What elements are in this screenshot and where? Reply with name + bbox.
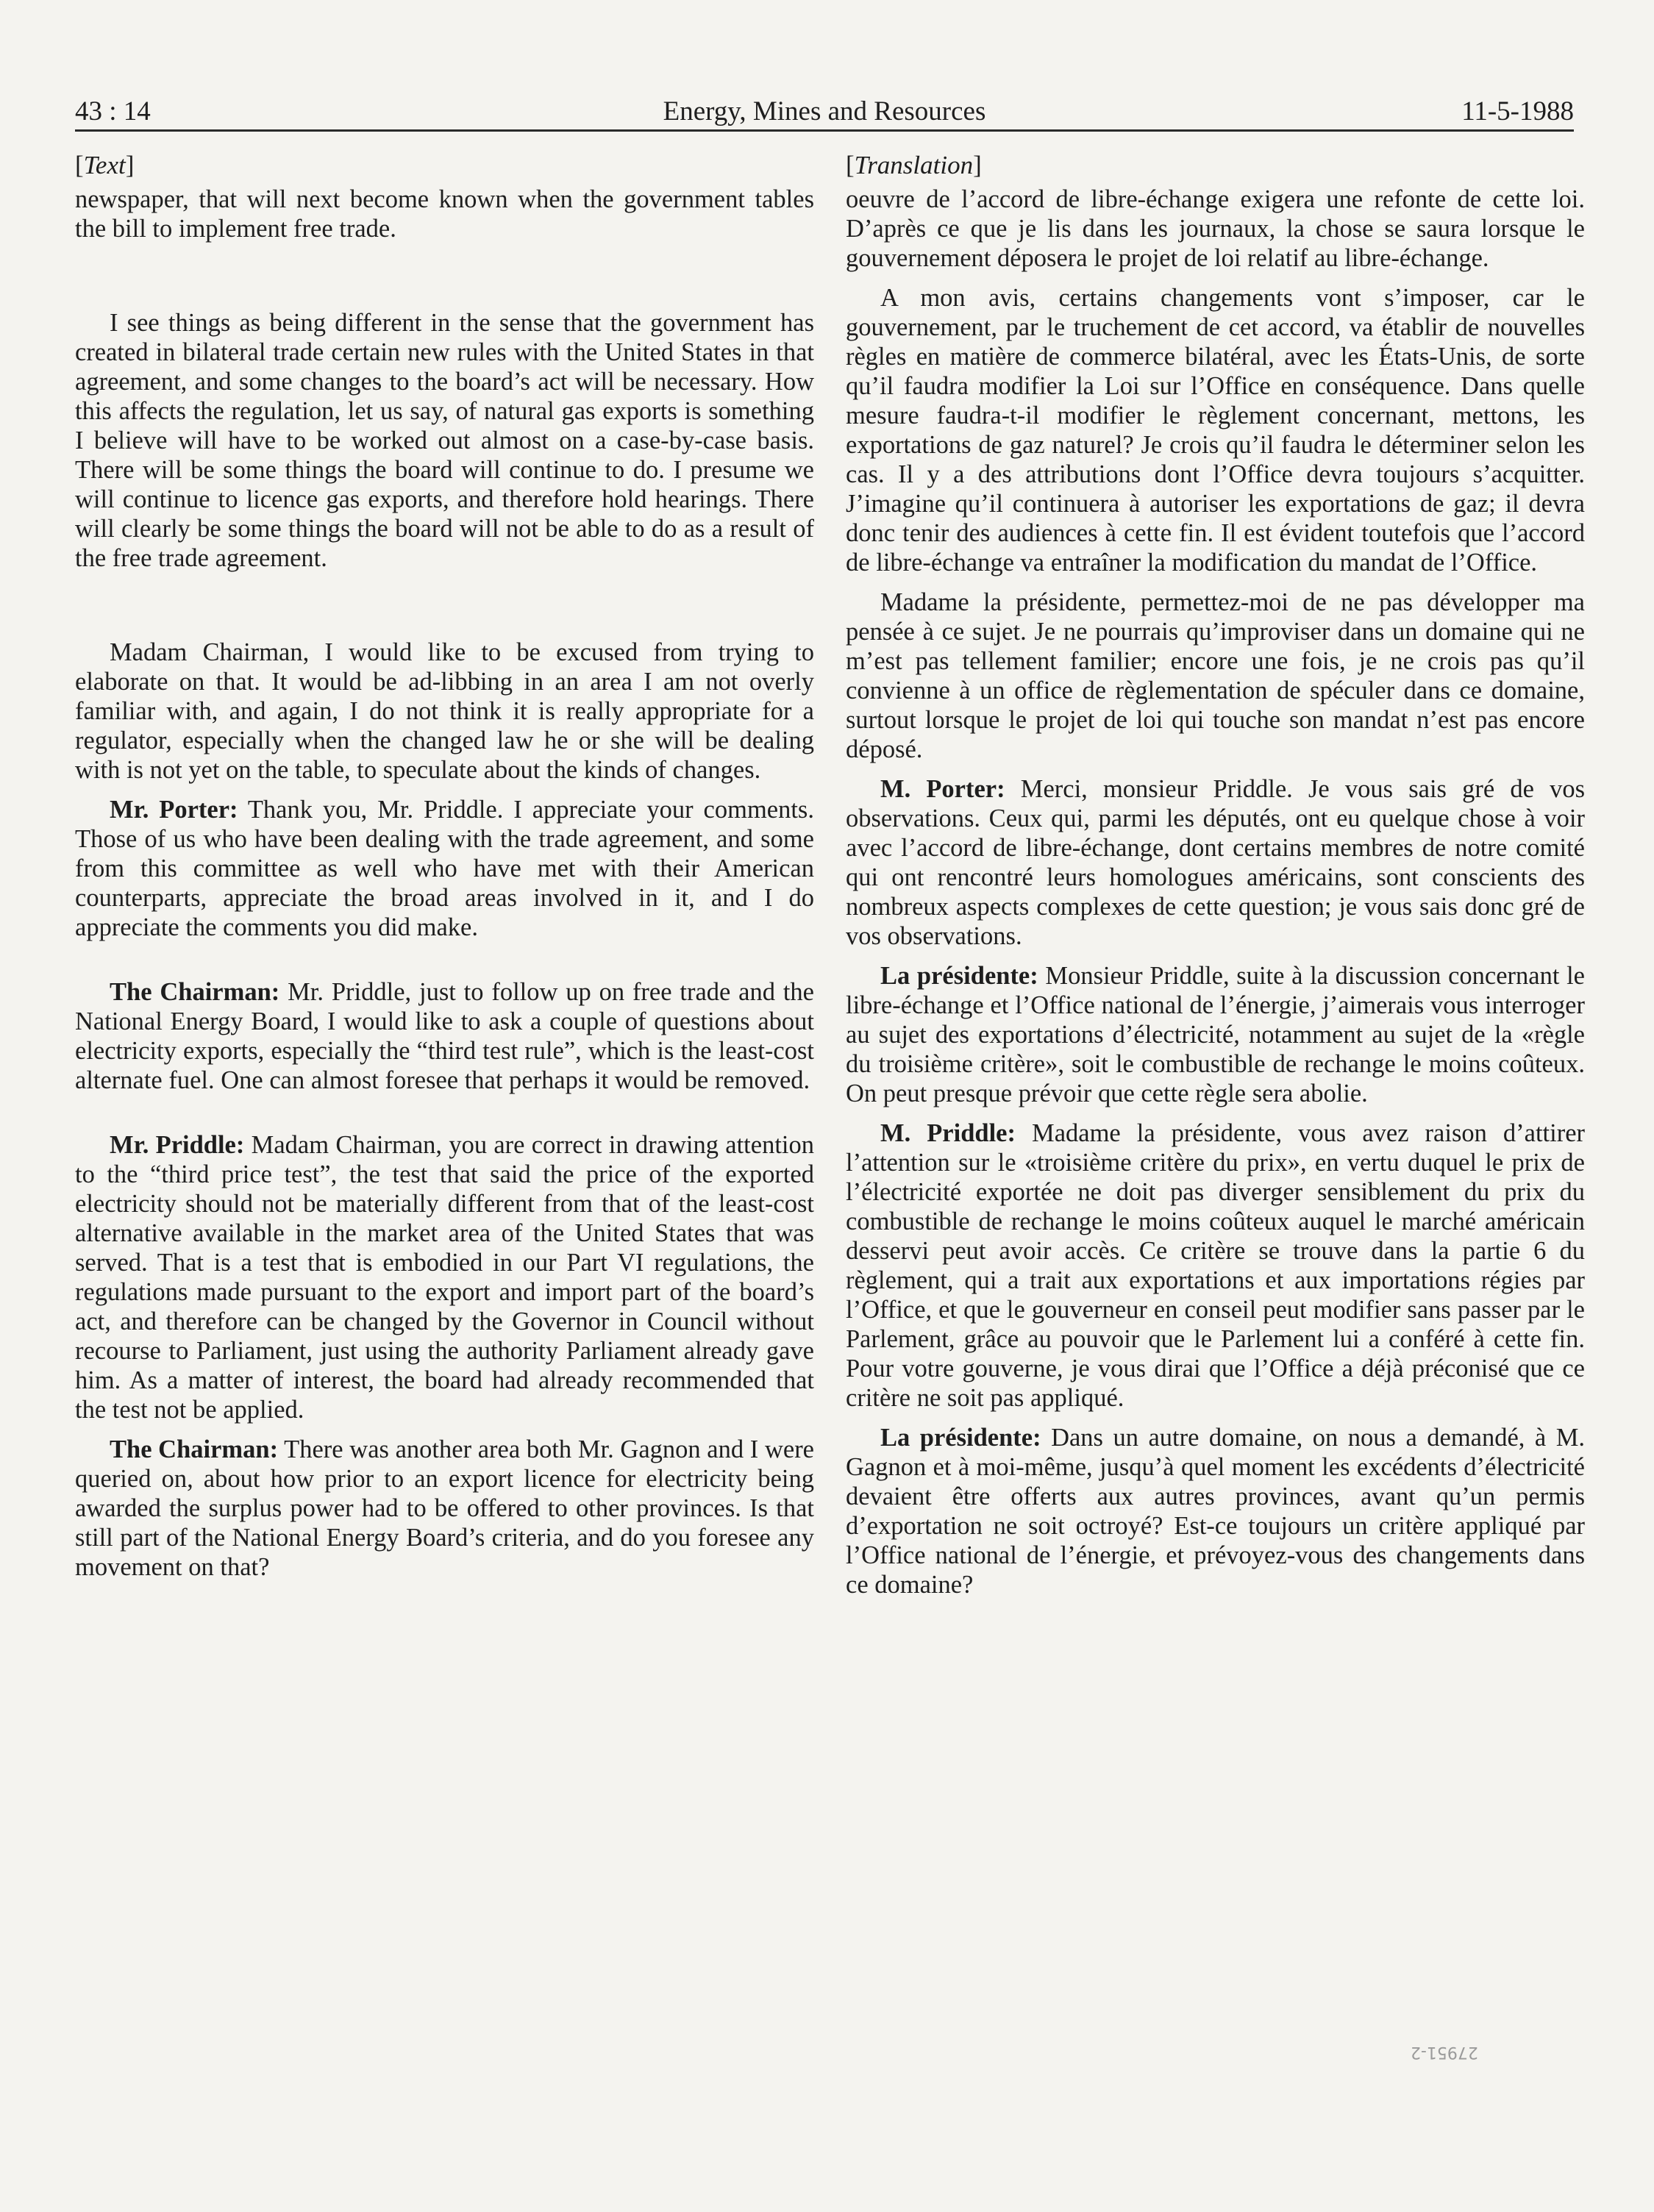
- speaker-name: M. Porter:: [880, 775, 1005, 803]
- paragraph: Madame la présidente, permettez-moi de ne pas développer ma pensée à ce sujet. Je ne pourrais qu’improviser dans un domaine qui ne m’est pas tellement familier; encore une fois, je ne crois pas qu’il convienne à un office de règlementation de spéculer dans ce domaine, surtout lorsque le projet de loi qui touche son mandat n’est pas encore déposé.: [846, 588, 1585, 763]
- paragraph: M. Priddle: Madame la présidente, vous avez raison d’attirer l’attention sur le «troisième critère du prix», en vertu duquel le prix de l’électricité exportée ne doit pas diverger sensiblement du prix du combustible de rechange le moins coûteux auquel le marché américain desservi peut avoir accès. Ce critère se trouve dans la partie 6 du règlement, qui a trait aux exportations et aux importations régies par l’Office, et que le gouverneur en conseil peut modifier sans passer par le Parlement, grâce au pouvoir que le Parlement lui a conféré à cette fin. Pour votre gouverne, je vous dirai que l’Office a déjà préconisé que ce critère ne soit pas appliqué.: [846, 1119, 1586, 1412]
- speaker-name: Mr. Porter:: [110, 796, 238, 824]
- paragraph: Madam Chairman, I would like to be excused from trying to elaborate on that. It would be ad-libbing in an area I am not overly familiar with, and again, I do not think it is really appropriate for a regulator, especially when the changed law he or she will be dealing with is not yet on the table, to speculate about the kinds of changes.: [75, 638, 814, 784]
- english-column: [75, 151, 814, 1582]
- speaker-name: Mr. Priddle:: [110, 1131, 245, 1159]
- paragraph: The Chairman: There was another area both Mr. Gagnon and I were queried on, about how prior to an export licence for electricity being awarded the surplus power had to be offered to other provinces. Is that still part of the National Energy Board’s criteria, and do you foresee any movement on that?: [75, 1435, 814, 1581]
- lang-tag-translation: [Translation]: [846, 151, 982, 179]
- french-column: [846, 151, 1585, 1599]
- paragraph: I see things as being different in the sense that the government has created in bilateral trade certain new rules with the United States in that agreement, and some changes to the board’s act will be necessary. How this affects the regulation, let us say, of natural gas exports is something I believe will have to be worked out almost on a case-by-case basis. There will be some things the board will continue to do. I presume we will continue to licence gas exports, and therefore hold hearings. There will clearly be some things the board will not be able to do as a result of the free trade agreement.: [75, 309, 814, 572]
- paragraph: Mr. Priddle: Madam Chairman, you are correct in drawing attention to the “third price test”, the test that said the price of the exported electricity should not be materially different from that of the least-cost alternative available in the market area of the United States that was served. That is a test that is embodied in our Part VI regulations, the regulations made pursuant to the export and import part of the board’s act, and therefore can be changed by the Governor in Council without recourse to Parliament, just using the authority Parliament already gave him. As a matter of interest, the board had already recommended that the test not be applied.: [75, 1131, 815, 1424]
- paragraph: The Chairman: Mr. Priddle, just to follow up on free trade and the National Energy Board, I would like to ask a couple of questions about electricity exports, especially the “third test rule”, which is the least-cost alternate fuel. One can almost foresee that perhaps it would be removed.: [75, 978, 814, 1094]
- running-title: Energy, Mines and Resources: [663, 96, 986, 126]
- speaker-name: La présidente:: [880, 1424, 1041, 1452]
- paragraph: A mon avis, certains changements vont s’imposer, car le gouvernement, par le truchement de cet accord, va établir de nouvelles règles en matière de commerce bilatéral, avec les États-Unis, de sorte qu’il faudra modifier la Loi sur l’Office en conséquence. Dans quelle mesure faudra-t-il modifier le règlement concernant, mettons, les exportations de gaz naturel? Je crois qu’il faudra le déterminer selon les cas. Il y a des attributions dont l’Office devra toujours s’acquitter. J’imagine qu’il continuera à autoriser les exportations de gaz; il devra donc tenir des audiences à cette fin. Il est évident toutefois que l’accord de libre-échange va entraîner la modification du mandat de l’Office.: [846, 284, 1585, 577]
- paragraph: oeuvre de l’accord de libre-échange exigera une refonte de cette loi. D’après ce que je lis dans les journaux, la chose se saura lorsque le gouvernement déposera le projet de loi relatif au libre-échange.: [846, 185, 1585, 272]
- paragraph: La présidente: Monsieur Priddle, suite à la discussion concernant le libre-échange et l’Office national de l’énergie, j’aimerais vous interroger au sujet des exportations d’électricité, notamment au sujet de la «règle du troisième critère», soit le combustible de rechange le moins coûteux. On peut presque prévoir que cette règle sera abolie.: [846, 962, 1585, 1107]
- paragraph: newspaper, that will next become known when the government tables the bill to implement free trade.: [75, 185, 814, 243]
- page-header: [75, 93, 1574, 132]
- speaker-name: M. Priddle:: [880, 1119, 1016, 1147]
- speaker-name: La présidente:: [880, 962, 1038, 990]
- paragraph: La présidente: Dans un autre domaine, on nous a demandé, à M. Gagnon et à moi-même, jusqu’à quel moment les excédents d’électricité devaient être offerts aux autres provinces, avant qu’un permis d’exportation ne soit octroyé? Est-ce toujours un critère appliqué par l’Office national de l’énergie, et prévoyez-vous des changements dans ce domaine?: [846, 1424, 1585, 1599]
- page-number: 43 : 14: [75, 96, 151, 126]
- lang-tag-text: [Text]: [75, 151, 135, 179]
- print-stamp: 27951-2: [1411, 2043, 1478, 2061]
- paragraph: Mr. Porter: Thank you, Mr. Priddle. I appreciate your comments. Those of us who have been dealing with the trade agreement, and some from this committee as well who have met with their American counterparts, appreciate the broad areas involved in it, and I do appreciate the comments you did make.: [75, 796, 814, 941]
- speaker-name: The Chairman:: [110, 978, 280, 1006]
- page-date: 11-5-1988: [1461, 96, 1574, 126]
- paragraph: M. Porter: Merci, monsieur Priddle. Je vous sais gré de vos observations. Ceux qui, parmi les députés, ont eu quelque chose à voir avec l’accord de libre-échange, dont certains membres de notre comité qui ont rencontré leurs homologues américains, sont conscients des nombreux aspects complexes de cette question; je vous sais donc gré de vos observations.: [846, 775, 1586, 950]
- speaker-name: The Chairman:: [110, 1435, 279, 1463]
